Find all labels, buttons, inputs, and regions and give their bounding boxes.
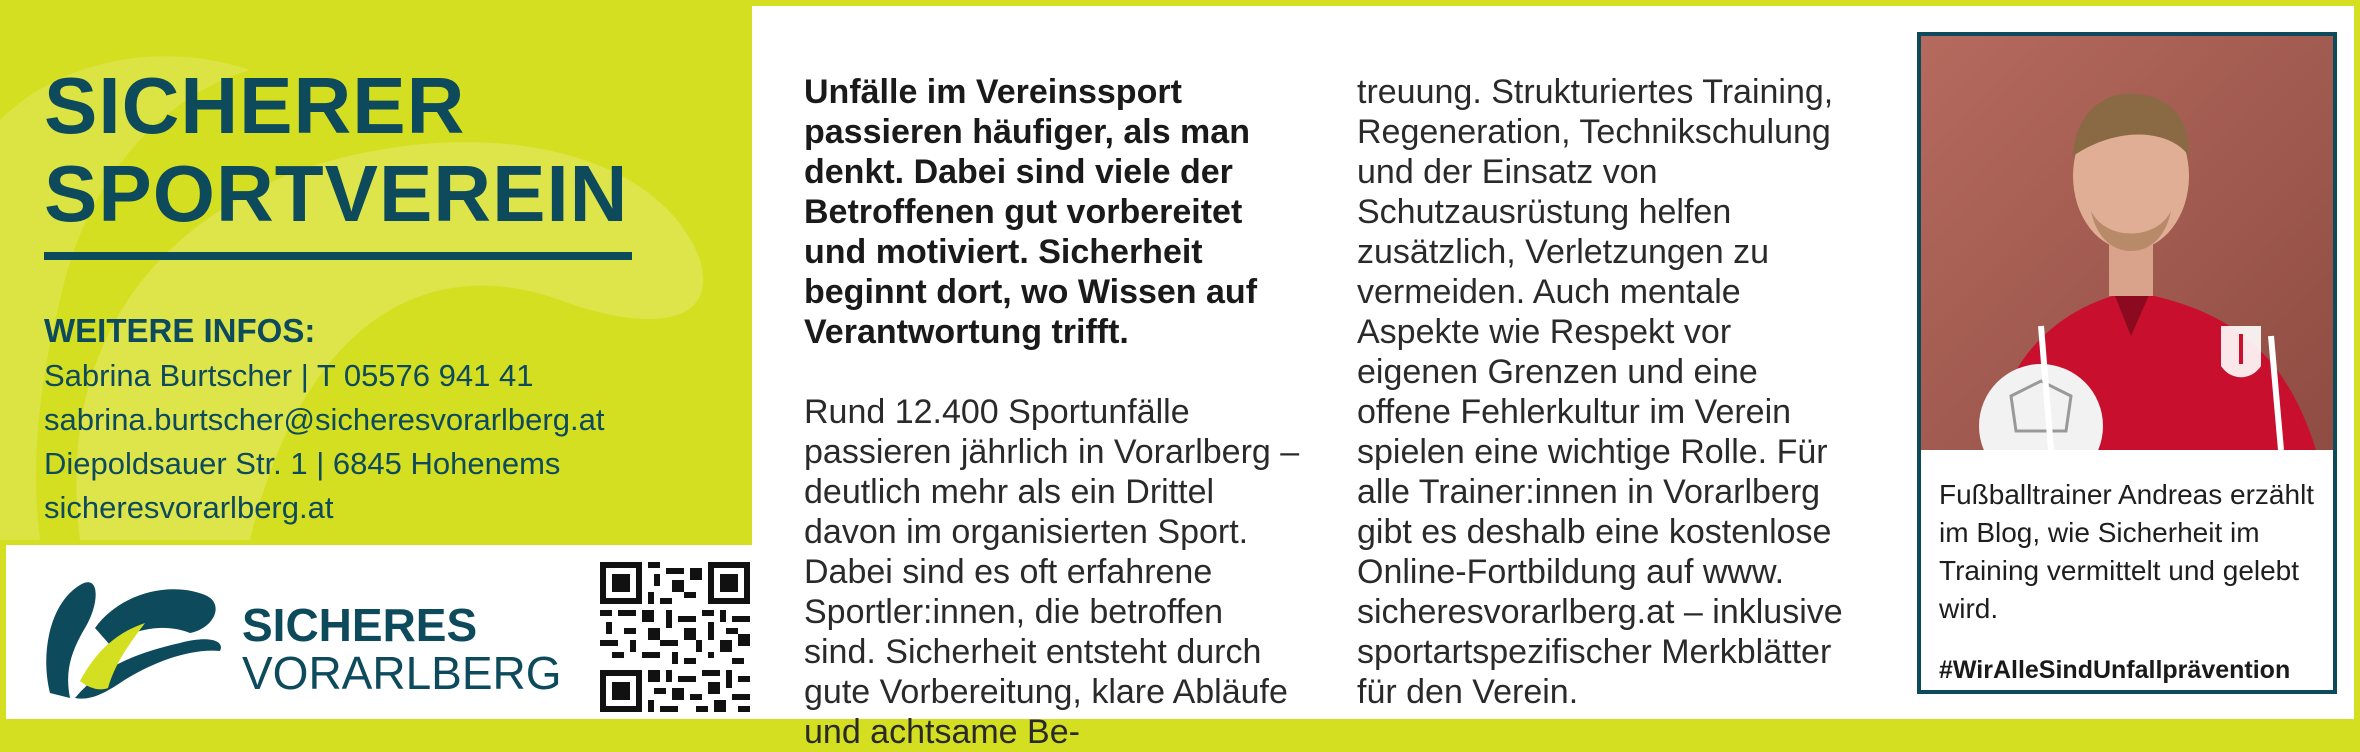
title-line-2: SPORTVEREIN (44, 149, 629, 238)
article-area (752, 6, 2354, 751)
logo-name-line-2: VORARLBERG (242, 647, 562, 699)
contact-phone: Sabrina Burtscher | T 05576 941 41 (44, 358, 534, 393)
contact-email-link[interactable]: sabrina.burtscher@sicheresvorarlberg.at (44, 402, 605, 437)
article-lead: Unfälle im Vereinssport passieren häufiger, als man denkt. Dabei sind viele der Betroffenen gut vorbereitet und motiviert. Sicherheit beginnt dort, wo Wissen auf Verantwortung trifft. (804, 73, 1258, 351)
photo-caption: Fußballtrainer Andreas erzählt im Blog, wie Sicherheit im Training vermittelt und gelebt wird. (1939, 479, 2315, 624)
coach-portrait-icon (1921, 36, 2333, 450)
article-column-2 (1357, 72, 1857, 712)
article-column-1 (804, 72, 1304, 752)
title-line-1: SICHERER (44, 61, 466, 150)
coach-photo (1921, 36, 2333, 450)
sicheres-vorarlberg-logo-icon (40, 573, 230, 705)
info-heading: WEITERE INFOS: (44, 312, 316, 349)
qr-code-icon[interactable] (600, 562, 750, 712)
contact-address: Diepoldsauer Str. 1 | 6845 Hohenems (44, 446, 561, 481)
article-body-2: treuung. Strukturiertes Training, Regeneration, Technikschulung und der Einsatz von Schutzausrüstung helfen zusätzlich, Verletzungen zu vermeiden. Auch mentale Aspekte wie Respekt vor eigenen Grenzen und eine offene Fehlerkultur im Verein spielen eine wichtige Rolle. Für alle Trainer:innen in Vorarlberg gibt es deshalb eine kostenlose Online-Fortbildung auf www. sicheresvorarlberg.at – inklusive sportartspezifischer Merkblätter für den Verein. (1357, 73, 1843, 711)
info-panel (0, 0, 752, 540)
page-title (44, 62, 628, 238)
campaign-hashtag: #WirAlleSindUnfallprävention (1939, 656, 2291, 684)
photo-card (1917, 32, 2337, 694)
logo-name-line-1: SICHERES (242, 599, 478, 651)
website-link[interactable]: sicheresvorarlberg.at (44, 490, 334, 525)
title-divider (44, 252, 632, 260)
article-body-1: Rund 12.400 Sportunfälle passieren jährlich in Vorarlberg – deutlich mehr als ein Drittel davon im organisierten Sport. Dabei sind es oft erfahrene Sportler:innen, die betroffen sind. Sicherheit entsteht durch gute Vorbereitung, klare Abläufe und achtsame Be- (804, 393, 1300, 751)
